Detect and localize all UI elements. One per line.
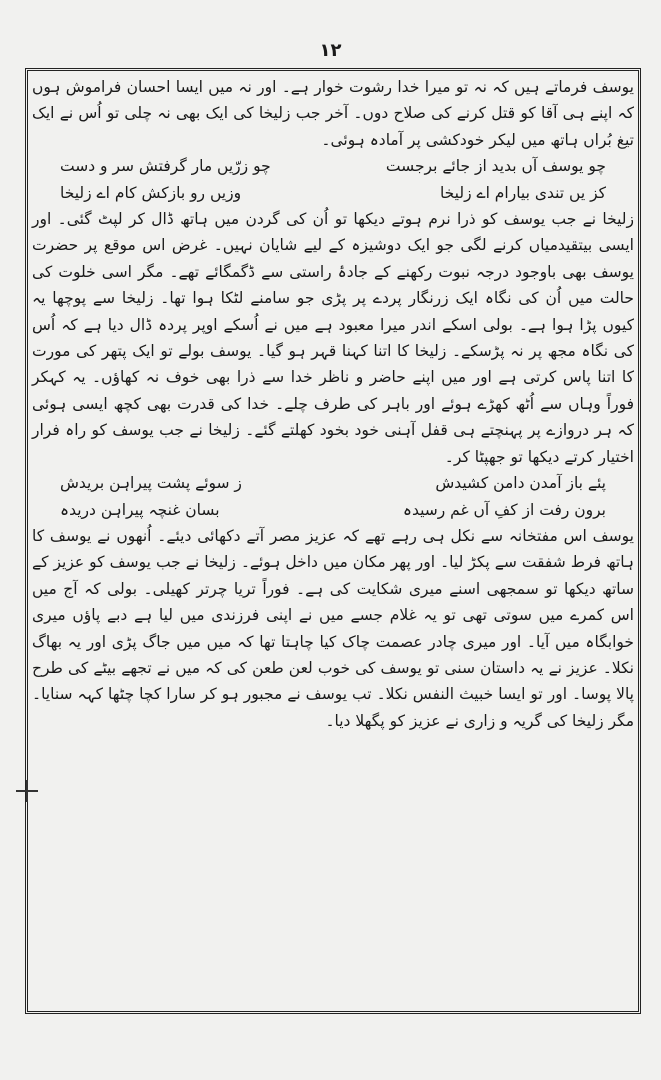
verse-couplet <box>32 470 634 496</box>
verse-line: چو زرّیں مار گرفتش سر و دست <box>60 157 271 176</box>
verse-couplet <box>32 153 634 179</box>
margin-mark-icon <box>16 780 38 802</box>
verse-line: ز سوئے پشت پیراہن بریدش <box>60 474 242 493</box>
paragraph: زلیخا نے جب یوسف کو ذرا نرم ہوتے دیکھا تو اُن کی گردن میں ہاتھ ڈال کر لپٹ گئی۔ اور ایسی بیتقیدمیاں کرنے لگی جو ایک دوشیزہ کے لیے شایان نہیں۔ غرض اس موقع پر حضرت یوسف بھی باوجود درجہ نبوت رکھنے کے جادۂ راستی سے ڈگمگائے تھے۔ مگر اسی خلوت کی حالت میں اُن کی نگاہ ایک زرنگار پردے پر پڑی جو سامنے لٹکا ہوا تھا۔ زلیخا سے پوچھا یہ کیوں پڑا ہوا ہے۔ بولی اسکے اندر میرا معبود ہے میں نے اُسکے اوپر پردہ ڈال دیا ہے کہ اُس کی نگاہ مجھ پر نہ پڑسکے۔ زلیخا کا اتنا کہنا قہر ہو گیا۔ یوسف بولے تو ایک پتھر کی مورت کا اتنا پاس کرتی ہے اور میں اپنے حاضر و ناظر خدا سے ذرا بھی خوف نہ کھاؤں۔ یہ کہکر فوراً وہاں سے اُٹھ کھڑے ہوئے اور باہر کی طرف چلے۔ خدا کی قدرت بھی کچھ ایسی ہوئی کہ ہر دروازے پر پہنچتے ہی قفل آہنی خود بخود کھلتے گئے۔ زلیخا نے جب یوسف کو راہ فرار اختیار کرتے دیکھا تو جھپٹا کر۔ <box>32 210 634 466</box>
verse-line: چو یوسف آں بدید از جائے برجست <box>385 157 606 176</box>
verse-couplet <box>32 497 634 523</box>
page-number: ۱۲ <box>319 40 342 61</box>
paragraph: یوسف فرماتے ہیں کہ نہ تو میرا خدا رشوت خوار ہے۔ اور نہ میں ایسا احسان فراموش ہوں کہ اپنے ہی آقا کو قتل کرنے کی صلاح دوں۔ آخر جب زلیخا کی ایک بھی نہ چلی تو اُس نے ایک تیغ بُراں ہاتھ میں لیکر خودکشی پر آمادہ ہوئی۔ <box>32 78 634 149</box>
verse-couplet <box>32 180 634 206</box>
verse-line: وزیں رو بازکش کام اے زلیخا <box>60 183 242 202</box>
paragraph: یوسف اس مفتخانہ سے نکل ہی رہے تھے کہ عزیز مصر آتے دکھائی دیئے۔ اُنھوں نے یوسف کا ہاتھ فرط شفقت سے پکڑ لیا۔ اور پھر مکان میں داخل ہوئے۔ زلیخا نے جب یوسف کو عزیز کے ساتھ دیکھا تو سمجھی اسنے میری شکایت کی ہے۔ فوراً تریا چرتر کھیلی۔ بولی کہ آج میں اس کمرے میں سوتی تھی تو یہ غلام جسے میں نے اپنی فرزندی میں لیا ہے دبے پاؤں میری خوابگاہ میں آیا۔ اور میری چادر عصمت چاک کیا چاہتا تھا کہ میں میں جاگ پڑی اور یہ بھاگ نکلا۔ عزیز نے یہ داستان سنی تو یوسف کی خوب لعن طعن کی کہ میں نے تجھے بیٹے کی طرح پالا پوسا۔ اور تو ایسا خبیث النفس نکلا۔ تب یوسف نے مجبور ہو کر سارا کچا چٹھا کہہ سنایا۔ مگر زلیخا کی گریہ و زاری نے عزیز کو پگھلا دیا۔ <box>32 526 634 730</box>
verse-line: بسان غنچہ پیراہن دریدہ <box>60 500 220 519</box>
verse-line: کز یں تندی بیارام اے زلیخا <box>439 183 606 202</box>
verse-line: برون رفت از کفِ آں غم رسیدہ <box>402 500 606 519</box>
verse-line: پئے باز آمدن دامن کشیدش <box>435 474 606 493</box>
page-content <box>32 74 634 734</box>
